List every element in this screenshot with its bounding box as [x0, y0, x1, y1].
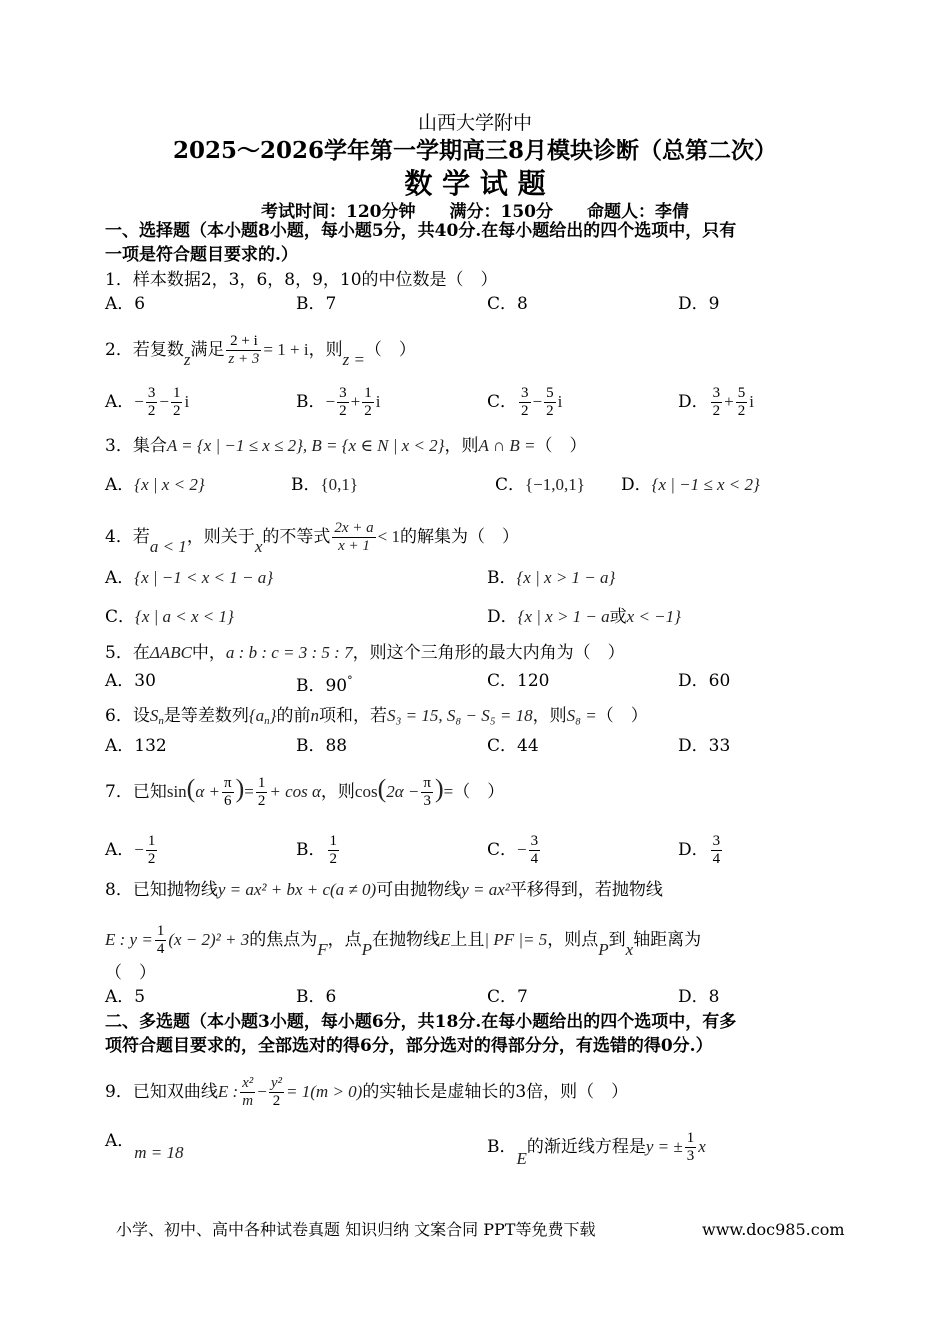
q6-option-c: C．44	[487, 736, 539, 756]
q9-option-b: B．E的渐近线方程是y = ± $\frac{1}{3}$ x	[487, 1130, 706, 1168]
q3-option-a: A．{x | x < 2}	[105, 475, 205, 495]
q1-option-a: A．6	[105, 294, 146, 314]
question-9-stem: 9．已知双曲线E : $\frac{\text{x²}}{m}$ − $\frac{\text{y²}}{2}$ = 1(m > 0)的实轴长是虚轴长的3倍，则（ ）	[105, 1075, 629, 1109]
q6-option-b: B．88	[296, 736, 348, 756]
q7-option-a: A．− $\frac{1}{2}$	[105, 833, 156, 867]
question-8-line3: （ ）	[105, 963, 156, 983]
q2-option-a: A．− $\frac{3}{2}$ − $\frac{1}{2}$ i	[105, 385, 190, 419]
question-4-stem: 4．若a < 1，则关于x的不等式 $\frac{2x + a}{x + 1}$ < 1的解集为（ ）	[105, 520, 519, 556]
q7-option-c: C．− $\frac{3}{4}$	[487, 833, 539, 867]
question-3-stem: 3．集合A = {x | −1 ≤ x ≤ 2}, B = {x ∈ N | x < 2}，则A ∩ B =（ ）	[105, 436, 587, 456]
q1-option-b: B．7	[296, 294, 337, 314]
section1-heading-line2: 一项是符合题目要求的.）	[105, 245, 298, 265]
exam-info: 考试时间：120分钟 满分：150分 命题人：李倩	[261, 202, 689, 222]
q1-option-c: C．8	[487, 294, 528, 314]
q5-option-c: C．120	[487, 671, 550, 691]
q1-option-d: D．9	[678, 294, 720, 314]
question-8-line1: 8．已知抛物线y = ax² + bx + c(a ≠ 0)可由抛物线y = ax²平移得到，若抛物线	[105, 880, 663, 900]
q9-option-a: A．m = 18	[105, 1131, 184, 1162]
question-8-line2: E : y = $\frac{1}{4}$ (x − 2)² + 3的焦点为F，点P在抛物线E上且| PF |= 5，则点P到x轴距离为	[105, 923, 702, 959]
question-7-stem: 7．已知sin(α + $\frac{\pi}{6}$ )= $\frac{1}{2}$ + cos α，则cos(2α − $\frac{\pi}{3}$ )=（ ）	[105, 774, 505, 809]
q6-option-d: D．33	[678, 736, 731, 756]
question-5-stem: 5．在ΔABC中，a : b : c = 3 : 5 : 7，则这个三角形的最大内角为（ ）	[105, 643, 625, 663]
q3-option-c: C．{−1,0,1}	[495, 475, 585, 495]
exam-title: 2025～2026学年第一学期高三8月模块诊断（总第二次）	[172, 137, 778, 164]
q4-option-b: B．{x | x > 1 − a}	[487, 568, 616, 588]
question-6-stem: 6．设$S_n$是等差数列$\{a_n\}$的前n项和，若S₃ = 15, S₈ − S₅ = 18，则S₈ =（ ）	[105, 706, 648, 727]
q8-option-c: C．7	[487, 987, 528, 1007]
question-1-stem: 1．样本数据2，3，6，8，9，10的中位数是（ ）	[105, 270, 498, 290]
footer-website-link[interactable]: www.doc985.com	[702, 1220, 845, 1239]
q6-option-a: A．132	[105, 736, 167, 756]
section1-heading-line1: 一、选择题（本小题8小题，每小题5分，共40分.在每小题给出的四个选项中，只有	[105, 221, 737, 241]
q8-option-a: A．5	[105, 987, 146, 1007]
q4-option-a: A．{x | −1 < x < 1 − a}	[105, 568, 274, 588]
school-name: 山西大学附中	[417, 112, 532, 134]
q5-option-a: A．30	[105, 671, 156, 691]
q5-option-b: B．90°	[296, 674, 353, 696]
q3-option-b: B．{0,1}	[291, 475, 359, 495]
q2-option-b: B．− $\frac{3}{2}$ + $\frac{1}{2}$ i	[296, 385, 381, 419]
q4-option-c: C．{x | a < x < 1}	[105, 607, 234, 627]
footer-text: 小学、初中、高中各种试卷真题 知识归纳 文案合同 PPT等免费下载	[116, 1220, 596, 1239]
q8-option-d: D．8	[678, 987, 720, 1007]
q3-option-d: D．{x | −1 ≤ x < 2}	[621, 475, 760, 495]
q8-option-b: B．6	[296, 987, 337, 1007]
q5-option-d: D．60	[678, 671, 731, 691]
section2-heading-line2: 项符合题目要求的，全部选对的得6分，部分选对的得部分分，有选错的得0分.）	[105, 1036, 713, 1056]
q2-option-d: D． $\frac{3}{2}$ + $\frac{5}{2}$ i	[678, 385, 754, 419]
subject-title: 数 学 试 题	[404, 167, 546, 200]
q7-option-b: B． $\frac{1}{2}$	[296, 833, 337, 867]
q4-option-d: D．{x | x > 1 − a或x < −1}	[487, 607, 681, 627]
q2-option-c: C． $\frac{3}{2}$ − $\frac{5}{2}$ i	[487, 385, 563, 419]
question-2-stem: 2．若复数z满足 $\frac{2 + i}{z + 3}$ = 1 + i，则z =（ ）	[105, 333, 416, 369]
section2-heading-line1: 二、多选题（本小题3小题，每小题6分，共18分.在每小题给出的四个选项中，有多	[105, 1012, 737, 1032]
q7-option-d: D． $\frac{3}{4}$	[678, 833, 721, 867]
